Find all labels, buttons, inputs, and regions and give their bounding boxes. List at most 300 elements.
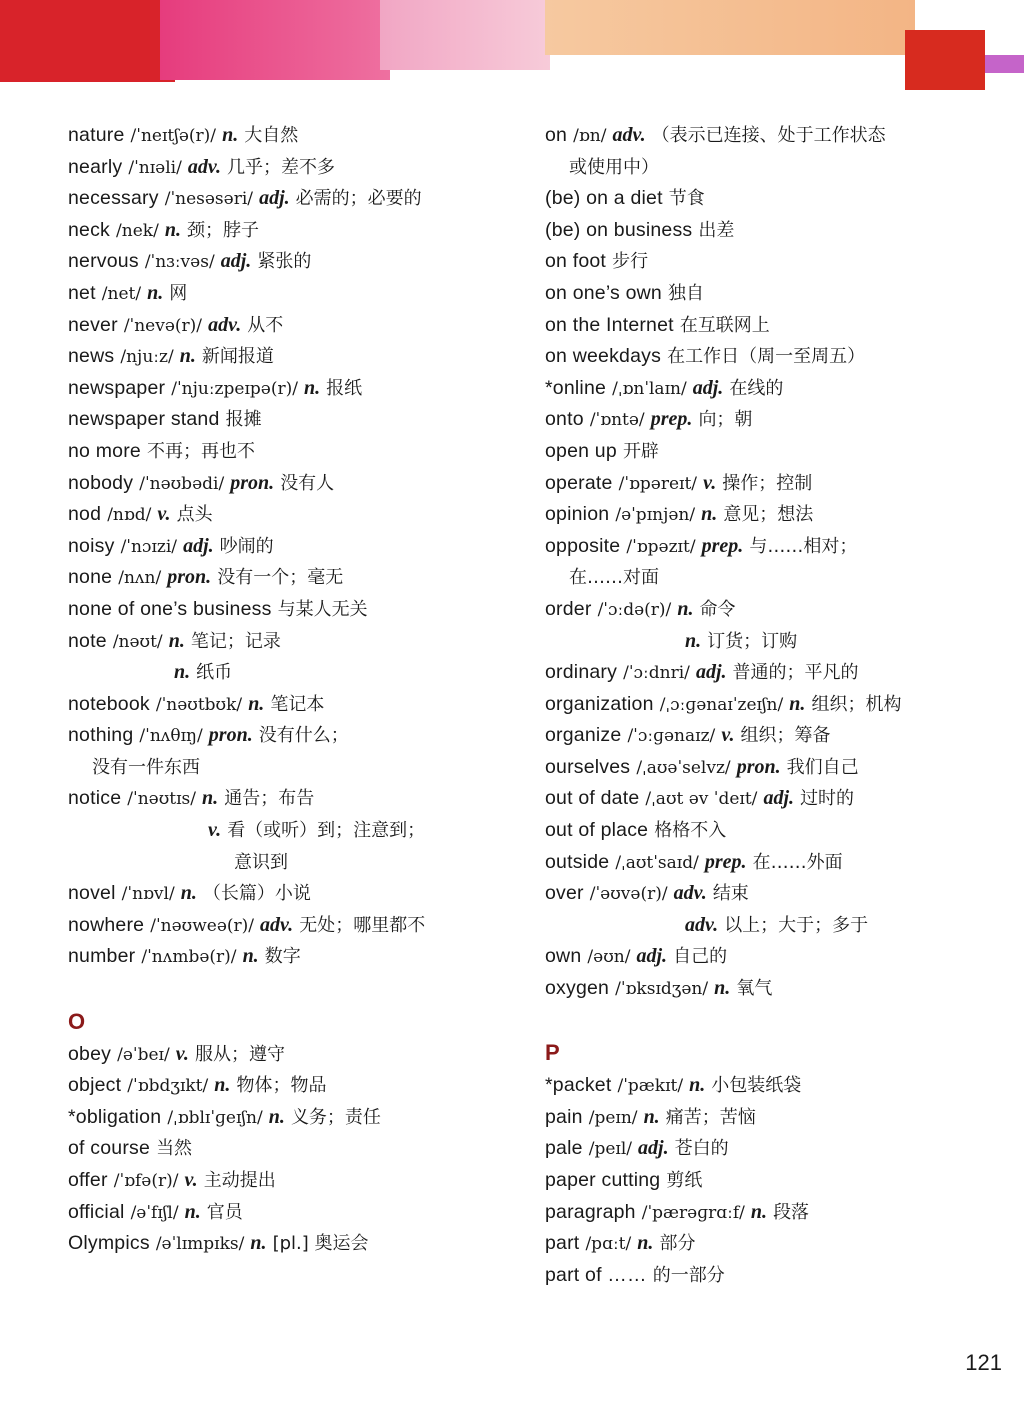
entry-meaning: 在……对面 xyxy=(569,567,659,589)
glossary-entry xyxy=(68,720,508,752)
glossary-entry xyxy=(545,120,1005,152)
entry-meaning: 意见；想法 xyxy=(723,504,814,526)
entry-phonetic: /njuːz/ xyxy=(120,347,174,368)
right-column xyxy=(545,120,1005,1291)
glossary-entry xyxy=(545,404,1005,436)
entry-meaning: 颈；脖子 xyxy=(187,219,260,241)
glossary-entry xyxy=(68,1102,508,1134)
entry-word: opposite xyxy=(545,534,621,557)
entry-meaning: 大自然 xyxy=(244,125,299,146)
entry-word: nobody xyxy=(68,471,134,494)
entry-word: nervous xyxy=(68,250,139,273)
entry-meaning: 没有什么； xyxy=(258,725,349,747)
entry-meaning: 紧张的 xyxy=(257,251,312,273)
entry-word: out of date xyxy=(545,787,640,810)
entry-meaning: 从不 xyxy=(247,314,284,336)
entry-phonetic: /ˌɔːɡənaɪˈzeɪʃn/ xyxy=(659,694,784,715)
section-heading-p: P xyxy=(545,1040,560,1066)
entry-meaning: 开辟 xyxy=(622,440,659,462)
entry-phonetic: /ˌaʊəˈselvz/ xyxy=(636,757,731,778)
glossary-entry xyxy=(545,1260,1005,1292)
entry-meaning: 笔记本 xyxy=(270,693,325,715)
entry-phonetic: /ˈpærəɡrɑːf/ xyxy=(641,1202,745,1223)
entry-meaning: 组织；筹备 xyxy=(740,725,831,747)
entry-part-of-speech: adj. xyxy=(638,1137,669,1160)
entry-word: number xyxy=(68,945,136,968)
entry-word: open up xyxy=(545,439,617,462)
entry-meaning: 数字 xyxy=(264,946,301,968)
entry-word: obey xyxy=(68,1042,112,1065)
entry-word: ourselves xyxy=(545,755,631,778)
entry-meaning: 无处；哪里都不 xyxy=(299,914,426,936)
entry-meaning: 段落 xyxy=(773,1201,810,1223)
p-entries xyxy=(545,1070,1005,1291)
entry-phonetic: /ˈneɪtʃə(r)/ xyxy=(130,126,217,146)
entry-meaning: 与某人无关 xyxy=(277,598,368,620)
entry-word: neck xyxy=(68,218,110,241)
entry-phonetic: /nɒd/ xyxy=(107,505,152,526)
entry-phonetic: /ˈəʊvə(r)/ xyxy=(589,884,668,905)
entry-part-of-speech: adj. xyxy=(695,661,727,684)
entry-meaning: 部分 xyxy=(659,1233,696,1255)
entry-phonetic: /ˈnɜːvəs/ xyxy=(144,252,215,273)
glossary-entry xyxy=(545,657,1005,689)
header-purple-tab xyxy=(985,55,1024,73)
glossary-entry xyxy=(68,941,508,973)
glossary-entry xyxy=(68,152,508,184)
entry-word: organization xyxy=(545,692,654,715)
entry-phonetic: /nəʊt/ xyxy=(112,631,163,652)
entry-meaning: 格格不入 xyxy=(654,820,727,842)
entry-meaning: 以上；大于；多于 xyxy=(724,914,869,936)
glossary-entry xyxy=(68,278,508,310)
glossary-entry xyxy=(68,594,508,626)
entry-word: necessary xyxy=(68,187,159,210)
entry-phonetic: /ˌɒblɪˈɡeɪʃn/ xyxy=(167,1107,263,1128)
entry-meaning: 的一部分 xyxy=(652,1264,725,1286)
entry-word: order xyxy=(545,597,592,620)
glossary-entry xyxy=(545,783,1005,815)
entry-word: nothing xyxy=(68,724,134,747)
glossary-entry xyxy=(68,910,508,942)
entry-part-of-speech: adj. xyxy=(763,787,795,810)
glossary-entry xyxy=(68,499,508,531)
glossary-entry xyxy=(545,310,1005,342)
entry-word: (be) on a diet xyxy=(545,187,663,210)
glossary-entry xyxy=(68,815,508,847)
glossary-entry xyxy=(68,531,508,563)
entry-part-of-speech: n. xyxy=(202,787,219,810)
entry-part-of-speech: adv. xyxy=(685,913,719,936)
entry-phonetic: /nʌn/ xyxy=(118,568,162,589)
entry-meaning: 没有一个；毫无 xyxy=(217,567,344,589)
entry-word: none of one’s business xyxy=(68,597,272,620)
entry-meaning: 没有一件东西 xyxy=(92,756,200,778)
glossary-entry xyxy=(545,246,1005,278)
entry-word: none xyxy=(68,566,113,589)
entry-part-of-speech: v. xyxy=(157,503,171,526)
entry-word: official xyxy=(68,1200,125,1223)
entry-meaning: 主动提出 xyxy=(203,1170,276,1191)
glossary-entry xyxy=(68,341,508,373)
entry-phonetic: /ˈɒbdʒɪkt/ xyxy=(127,1076,209,1097)
entry-phonetic: /ˈpækɪt/ xyxy=(617,1076,684,1097)
glossary-entry xyxy=(545,878,1005,910)
entry-word: part of …… xyxy=(545,1263,647,1286)
glossary-entry xyxy=(68,878,508,910)
entry-meaning: 节食 xyxy=(668,188,705,210)
glossary-entry xyxy=(545,847,1005,879)
entry-word: part xyxy=(545,1232,580,1255)
entry-part-of-speech: v. xyxy=(175,1042,189,1065)
glossary-entry xyxy=(545,531,1005,563)
entry-part-of-speech: n. xyxy=(268,1105,285,1128)
left-column xyxy=(68,120,508,1260)
entry-phonetic: /ˈnesəsəri/ xyxy=(164,189,254,210)
entry-part-of-speech: n. xyxy=(685,629,702,652)
entry-word: of course xyxy=(68,1137,151,1160)
entry-meaning: 或使用中） xyxy=(569,156,659,178)
entry-meaning: 在……外面 xyxy=(752,851,843,873)
entry-part-of-speech: n. xyxy=(179,345,196,368)
entry-meaning: 义务；责任 xyxy=(290,1106,381,1128)
entry-meaning: 报摊 xyxy=(225,409,262,431)
entry-word: novel xyxy=(68,882,116,905)
entry-meaning: 意识到 xyxy=(234,851,288,873)
glossary-entry xyxy=(545,1133,1005,1165)
entry-part-of-speech: n. xyxy=(714,977,731,1000)
entry-word: on foot xyxy=(545,250,607,273)
o-entries xyxy=(68,1039,508,1260)
glossary-entry xyxy=(68,626,508,658)
entry-part-of-speech: adj. xyxy=(220,250,252,273)
entry-phonetic: /ˈnʌθɪŋ/ xyxy=(139,726,203,747)
entry-word: *online xyxy=(545,376,607,399)
entry-word: notice xyxy=(68,787,122,810)
entry-part-of-speech: n. xyxy=(174,661,191,684)
entry-phonetic: /əˈfɪʃl/ xyxy=(130,1202,179,1223)
entry-word: pain xyxy=(545,1105,583,1128)
entry-word: never xyxy=(68,313,118,336)
entry-phonetic: /ˈɔːɡənaɪz/ xyxy=(627,726,716,747)
page-number: 121 xyxy=(965,1350,1002,1375)
entry-meaning: 与……相对； xyxy=(749,535,858,557)
entry-part-of-speech: n. xyxy=(689,1074,706,1097)
glossary-entry xyxy=(68,1039,508,1071)
entry-word: Olympics xyxy=(68,1232,150,1255)
glossary-entry xyxy=(545,1228,1005,1260)
entry-part-of-speech: adj. xyxy=(636,945,668,968)
entry-part-of-speech: n. xyxy=(164,218,181,241)
header-light-pink-band xyxy=(380,0,550,70)
entry-meaning: 报纸 xyxy=(326,377,363,399)
glossary-entry xyxy=(68,215,508,247)
entry-part-of-speech: pron. xyxy=(230,471,275,494)
entry-word: on xyxy=(545,124,568,146)
entry-meaning: 几乎；差不多 xyxy=(227,156,336,178)
glossary-entry xyxy=(545,594,1005,626)
glossary-entry xyxy=(545,341,1005,373)
entry-word: news xyxy=(68,345,115,368)
entry-part-of-speech: n. xyxy=(250,1232,267,1255)
entry-meaning: 痛苦；苦恼 xyxy=(665,1106,756,1128)
entry-part-of-speech: n. xyxy=(184,1200,201,1223)
glossary-entry xyxy=(68,689,508,721)
glossary-entry xyxy=(68,1197,508,1229)
entry-part-of-speech: pron. xyxy=(736,755,781,778)
entry-part-of-speech: n. xyxy=(304,376,321,399)
entry-phonetic: /əˈlɪmpɪks/ xyxy=(155,1234,245,1255)
glossary-entry xyxy=(545,626,1005,658)
entry-word: *obligation xyxy=(68,1105,162,1128)
entry-part-of-speech: prep. xyxy=(650,408,693,431)
entry-word: out of place xyxy=(545,819,649,842)
entry-part-of-speech: n. xyxy=(168,629,185,652)
glossary-entry xyxy=(68,562,508,594)
entry-part-of-speech: n. xyxy=(147,281,164,304)
entry-word: notebook xyxy=(68,692,150,715)
glossary-entry xyxy=(545,1070,1005,1102)
entry-meaning: 纸币 xyxy=(196,662,233,684)
glossary-entry xyxy=(545,1165,1005,1197)
entry-meaning: 我们自己 xyxy=(786,756,859,778)
entry-meaning: 在工作日（周一至周五） xyxy=(667,346,866,368)
header-peach-band xyxy=(545,0,915,55)
entry-meaning: 吵闹的 xyxy=(219,535,274,557)
glossary-entry xyxy=(545,373,1005,405)
entry-word: ordinary xyxy=(545,661,618,684)
entry-phonetic: /ˈnʌmbə(r)/ xyxy=(141,947,237,968)
entry-meaning: 网 xyxy=(169,282,188,304)
header-red-band xyxy=(0,0,175,82)
entry-meaning: 服从；遵守 xyxy=(194,1043,285,1065)
entry-meaning: 订货；订购 xyxy=(707,630,798,652)
glossary-entry xyxy=(68,183,508,215)
entry-meaning: 必需的；必要的 xyxy=(295,188,422,210)
entry-meaning: 小包装纸袋 xyxy=(711,1075,802,1097)
entry-meaning: 步行 xyxy=(612,251,649,273)
entry-word: note xyxy=(68,629,107,652)
entry-meaning: 笔记；记录 xyxy=(190,630,281,652)
entry-meaning: 出差 xyxy=(698,219,735,241)
glossary-entry xyxy=(68,436,508,468)
entry-phonetic: /əˈbeɪ/ xyxy=(117,1044,170,1065)
glossary-entry xyxy=(545,689,1005,721)
entry-phonetic: /nek/ xyxy=(116,220,159,241)
entry-part-of-speech: prep. xyxy=(701,534,744,557)
entry-part-of-speech: n. xyxy=(248,692,265,715)
glossary-entry xyxy=(68,847,508,879)
entry-phonetic: /ɒn/ xyxy=(573,126,607,146)
entry-word: object xyxy=(68,1074,122,1097)
entry-phonetic: /ˈnəʊtɪs/ xyxy=(127,789,196,810)
entry-part-of-speech: adv. xyxy=(673,882,707,905)
entry-part-of-speech: n. xyxy=(214,1074,231,1097)
entry-phonetic: /ˌaʊtˈsaɪd/ xyxy=(615,852,699,873)
entry-word: on the Internet xyxy=(545,313,674,336)
entry-phonetic: /ˈnɪəli/ xyxy=(128,157,182,178)
glossary-entry xyxy=(68,1228,508,1260)
glossary-entry xyxy=(68,310,508,342)
entry-meaning: 新闻报道 xyxy=(201,346,274,368)
entry-meaning: 物体；物品 xyxy=(236,1075,327,1097)
entry-word: net xyxy=(68,281,96,304)
glossary-entry xyxy=(545,720,1005,752)
entry-word: own xyxy=(545,945,582,968)
entry-phonetic: /pɑːt/ xyxy=(585,1234,632,1255)
glossary-entry xyxy=(68,783,508,815)
glossary-entry xyxy=(545,941,1005,973)
page-header-decoration xyxy=(0,0,1024,95)
entry-meaning: 当然 xyxy=(156,1138,193,1160)
entry-word: *packet xyxy=(545,1074,612,1097)
entry-meaning: （表示已连接、处于工作状态 xyxy=(651,125,886,146)
entry-meaning: 在互联网上 xyxy=(679,314,770,336)
entry-meaning: 看（或听）到；注意到； xyxy=(227,820,426,842)
left-entries xyxy=(68,120,508,973)
glossary-entry xyxy=(545,499,1005,531)
glossary-entry xyxy=(68,1070,508,1102)
glossary-entry xyxy=(545,436,1005,468)
entry-word: over xyxy=(545,882,584,905)
entry-phonetic: /ˈɒpəreɪt/ xyxy=(618,473,698,494)
entry-part-of-speech: n. xyxy=(750,1200,768,1223)
entry-meaning: 操作；控制 xyxy=(722,472,813,494)
right-entries xyxy=(545,120,1005,1005)
entry-part-of-speech: v. xyxy=(721,724,735,747)
entry-phonetic: /ˈɒpəzɪt/ xyxy=(626,536,696,557)
entry-part-of-speech: adj. xyxy=(259,187,290,210)
entry-phonetic: /ˈɔːdnri/ xyxy=(623,663,690,684)
entry-part-of-speech: n. xyxy=(242,945,259,968)
entry-part-of-speech: v. xyxy=(184,1169,198,1191)
entry-word: nod xyxy=(68,503,102,526)
header-pink-band xyxy=(160,0,390,80)
entry-word: on one’s own xyxy=(545,281,662,304)
entry-word: oxygen xyxy=(545,977,610,1000)
glossary-entry xyxy=(68,246,508,278)
glossary-entry xyxy=(545,278,1005,310)
entry-meaning: （长篇）小说 xyxy=(202,883,311,905)
entry-part-of-speech: adv. xyxy=(612,124,646,146)
entry-phonetic: /ˈɔːdə(r)/ xyxy=(597,599,672,620)
entry-word: outside xyxy=(545,850,610,873)
glossary-entry xyxy=(68,373,508,405)
entry-part-of-speech: adv. xyxy=(187,155,221,178)
entry-word: nearly xyxy=(68,155,123,178)
entry-meaning: 通告；布告 xyxy=(224,788,315,810)
section-heading-o: O xyxy=(68,1008,86,1034)
glossary-entry xyxy=(545,562,1005,594)
entry-meaning: 普通的；平凡的 xyxy=(732,662,859,684)
entry-phonetic: /ˈɒksɪdʒən/ xyxy=(615,979,709,1000)
entry-part-of-speech: adj. xyxy=(183,534,214,557)
entry-part-of-speech: n. xyxy=(180,882,197,905)
entry-word: noisy xyxy=(68,534,115,557)
entry-phonetic: /ˈnevə(r)/ xyxy=(123,315,203,336)
entry-part-of-speech: v. xyxy=(703,471,717,494)
entry-phonetic: /peɪn/ xyxy=(588,1107,638,1128)
glossary-entry xyxy=(68,1165,508,1197)
entry-word: pale xyxy=(545,1137,583,1160)
entry-meaning: 苍白的 xyxy=(674,1138,729,1160)
entry-word: paper cutting xyxy=(545,1169,661,1191)
entry-meaning: 独自 xyxy=(668,282,705,304)
glossary-entry xyxy=(68,1133,508,1165)
entry-word: operate xyxy=(545,471,613,494)
entry-phonetic: /ˈɒntə/ xyxy=(589,410,645,431)
entry-word: nowhere xyxy=(68,913,145,936)
entry-meaning: 不再；再也不 xyxy=(146,440,255,462)
glossary-entry xyxy=(68,120,508,152)
entry-phonetic: /ˈnəʊweə(r)/ xyxy=(150,915,254,936)
glossary-entry xyxy=(545,215,1005,247)
glossary-entry xyxy=(68,404,508,436)
entry-meaning: 过时的 xyxy=(800,788,855,810)
entry-word: on weekdays xyxy=(545,345,662,368)
entry-part-of-speech: n. xyxy=(789,692,806,715)
header-red-block xyxy=(905,30,985,90)
entry-word: no more xyxy=(68,439,141,462)
entry-part-of-speech: pron. xyxy=(208,724,253,747)
entry-part-of-speech: n. xyxy=(222,124,239,146)
entry-part-of-speech: v. xyxy=(208,819,222,842)
entry-meaning: 在线的 xyxy=(729,377,784,399)
entry-word: newspaper stand xyxy=(68,408,220,431)
entry-phonetic: /ˌaʊt əv ˈdeɪt/ xyxy=(645,789,758,810)
entry-meaning: 氧气 xyxy=(736,978,773,1000)
entry-word: paragraph xyxy=(545,1200,636,1223)
entry-phonetic: /ˌɒnˈlaɪn/ xyxy=(612,378,687,399)
entry-phonetic: /əʊn/ xyxy=(587,947,631,968)
glossary-entry xyxy=(545,973,1005,1005)
entry-word: newspaper xyxy=(68,376,166,399)
entry-meaning: 命令 xyxy=(699,598,736,620)
entry-part-of-speech: n. xyxy=(701,503,718,526)
entry-phonetic: /net/ xyxy=(101,283,142,304)
glossary-entry xyxy=(545,1102,1005,1134)
entry-phonetic: /əˈpɪnjən/ xyxy=(615,505,696,526)
glossary-entry xyxy=(68,752,508,784)
entry-word: (be) on business xyxy=(545,218,693,241)
entry-phonetic: /ˈnjuːzpeɪpə(r)/ xyxy=(171,378,298,399)
entry-part-of-speech: n. xyxy=(637,1232,654,1255)
entry-part-of-speech: adv. xyxy=(208,313,242,336)
entry-part-of-speech: pron. xyxy=(167,566,212,589)
entry-part-of-speech: n. xyxy=(643,1105,660,1128)
glossary-entry xyxy=(545,183,1005,215)
entry-word: onto xyxy=(545,408,584,431)
entry-phonetic: /ˈɒfə(r)/ xyxy=(113,1171,179,1191)
glossary-entry xyxy=(68,468,508,500)
glossary-entry xyxy=(68,657,508,689)
entry-meaning: 点头 xyxy=(176,504,213,526)
entry-part-of-speech: adv. xyxy=(260,913,294,936)
entry-word: organize xyxy=(545,724,622,747)
entry-meaning: 组织；机构 xyxy=(811,693,902,715)
entry-meaning: [pl.] 奥运会 xyxy=(272,1233,369,1255)
entry-part-of-speech: n. xyxy=(677,597,694,620)
glossary-entry xyxy=(545,910,1005,942)
entry-phonetic: /ˈnəʊbədi/ xyxy=(139,473,225,494)
entry-meaning: 结束 xyxy=(712,883,749,905)
glossary-entry xyxy=(545,1197,1005,1229)
entry-meaning: 官员 xyxy=(206,1201,243,1223)
entry-word: opinion xyxy=(545,503,610,526)
entry-word: nature xyxy=(68,124,125,146)
entry-word: offer xyxy=(68,1169,108,1191)
entry-meaning: 剪纸 xyxy=(666,1170,703,1191)
